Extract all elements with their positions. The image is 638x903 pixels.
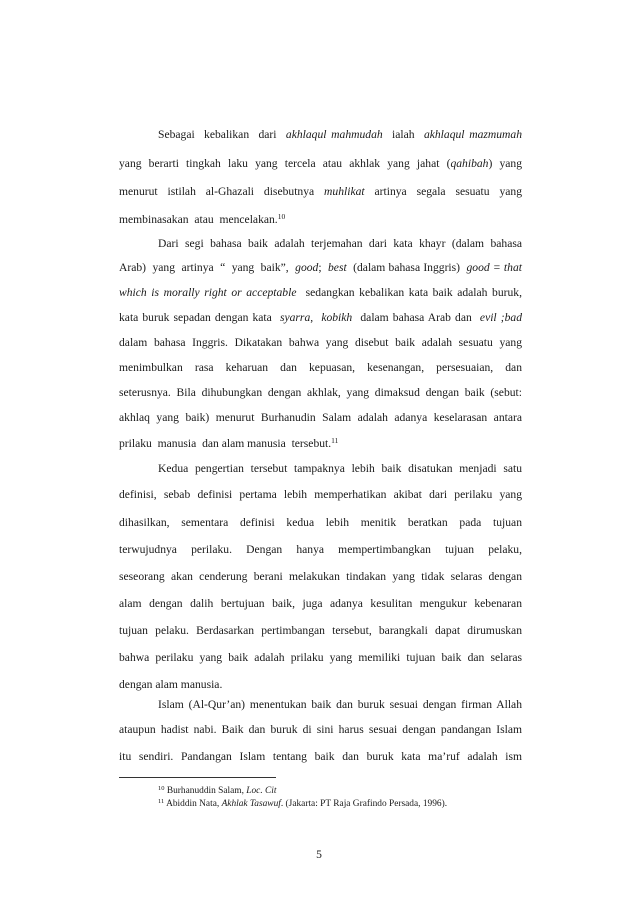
paragraph-2-line-3: which is morally right or acceptable sedangkan kebalikan kata baik adalah buruk, [119, 286, 522, 299]
paragraph-4-line-2: ataupun hadist nabi. Baik dan buruk di sini harus sesuai dengan pandangan Islam [119, 723, 522, 736]
paragraph-2-line-2: Arab) yang artinya “ yang baik”, good; best (dalam bahasa Inggris) good = that [119, 261, 522, 274]
paragraph-4-line-1: Islam (Al-Qur’an) menentukan baik dan buruk sesuai dengan firman Allah [158, 698, 522, 711]
paragraph-4-line-3: itu sendiri. Pandangan Islam tentang baik dan buruk kata ma’ruf adalah ism [119, 750, 522, 763]
paragraph-1-line-4: membinasakan atau mencelakan.$^{10}$ [119, 212, 286, 226]
paragraph-3-line-4: terwujudnya perilaku. Dengan hanya mempertimbangkan tujuan pelaku, [119, 543, 522, 556]
paragraph-2-line-7: seterusnya. Bila dihubungkan dengan akhlak, yang dimaksud dengan baik (sebut: [119, 386, 522, 399]
term-akhlaqul-mazmumah: akhlaqul mazmumah [423, 128, 523, 141]
paragraph-2-line-6: menimbulkan rasa keharuan dan kepuasan, kesenangan, persesuaian, dan [119, 361, 522, 374]
footnote-divider [119, 777, 276, 778]
paragraph-2-line-8: akhlaq yang baik) menurut Burhanudin Salam adalah adanya keselarasan antara [119, 411, 522, 424]
paragraph-3-line-3: dihasilkan, sementara definisi kedua lebih menitik beratkan pada tujuan [119, 516, 522, 529]
footnote-11: $^{11}$ Abiddin Nata, Akhlak Tasawuf. (Jakarta: PT Raja Grafindo Persada, 1996). [158, 798, 448, 809]
footnote-ref-11: 11 [331, 436, 339, 445]
term-akhlaqul-mahmudah: akhlaqul mahmudah [285, 128, 383, 141]
paragraph-3-line-7: tujuan pelaku. Berdasarkan pertimbangan tersebut, barangkali dapat dirumuskan [119, 624, 522, 637]
footnote-10: $^{10}$ Burhanuddin Salam, Loc. Cit [158, 785, 277, 796]
paragraph-3-line-2: definisi, sebab definisi pertama lebih memperhatikan akibat dari perilaku yang [119, 488, 522, 501]
paragraph-1-line-2: yang berarti tingkah laku yang tercela atau akhlak yang jahat (qahibah) yang [119, 157, 523, 170]
footnote-ref-10: 10 [277, 212, 286, 221]
paragraph-3-line-6: alam dengan dalih bertujuan baik, juga adanya kesulitan mengukur kebenaran [119, 597, 522, 610]
paragraph-2-line-4: kata buruk sepadan dengan kata syarra, kobikh dalam bahasa Arab dan evil ;bad [119, 311, 522, 324]
paragraph-2-line-5: dalam bahasa Inggris. Dikatakan bahwa yang disebut baik adalah sesuatu yang [119, 336, 522, 349]
paragraph-1-line-1: Sebagai kebalikan dari akhlaqul mahmudah ialah akhlaqul mazmumah [158, 128, 523, 141]
paragraph-2-line-1: Dari segi bahasa baik adalah terjemahan dari kata khayr (dalam bahasa [158, 237, 522, 250]
paragraph-3-line-8: bahwa perilaku yang baik adalah prilaku yang memiliki tujuan baik dan selaras [119, 651, 522, 664]
paragraph-2-line-9: prilaku manusia dan alam manusia tersebut.$^{11}$ [119, 436, 339, 450]
paragraph-1-line-3: menurut istilah al-Ghazali disebutnya muhlikat artinya segala sesuatu yang [119, 185, 523, 198]
paragraph-3-line-5: seseorang akan cenderung berani melakukan tindakan yang tidak selaras dengan [119, 570, 522, 583]
paragraph-3-line-9: dengan alam manusia. [119, 678, 223, 691]
page-number: 5 [316, 848, 322, 861]
paragraph-3-line-1: Kedua pengertian tersebut tampaknya lebih baik disatukan menjadi satu [158, 462, 522, 475]
